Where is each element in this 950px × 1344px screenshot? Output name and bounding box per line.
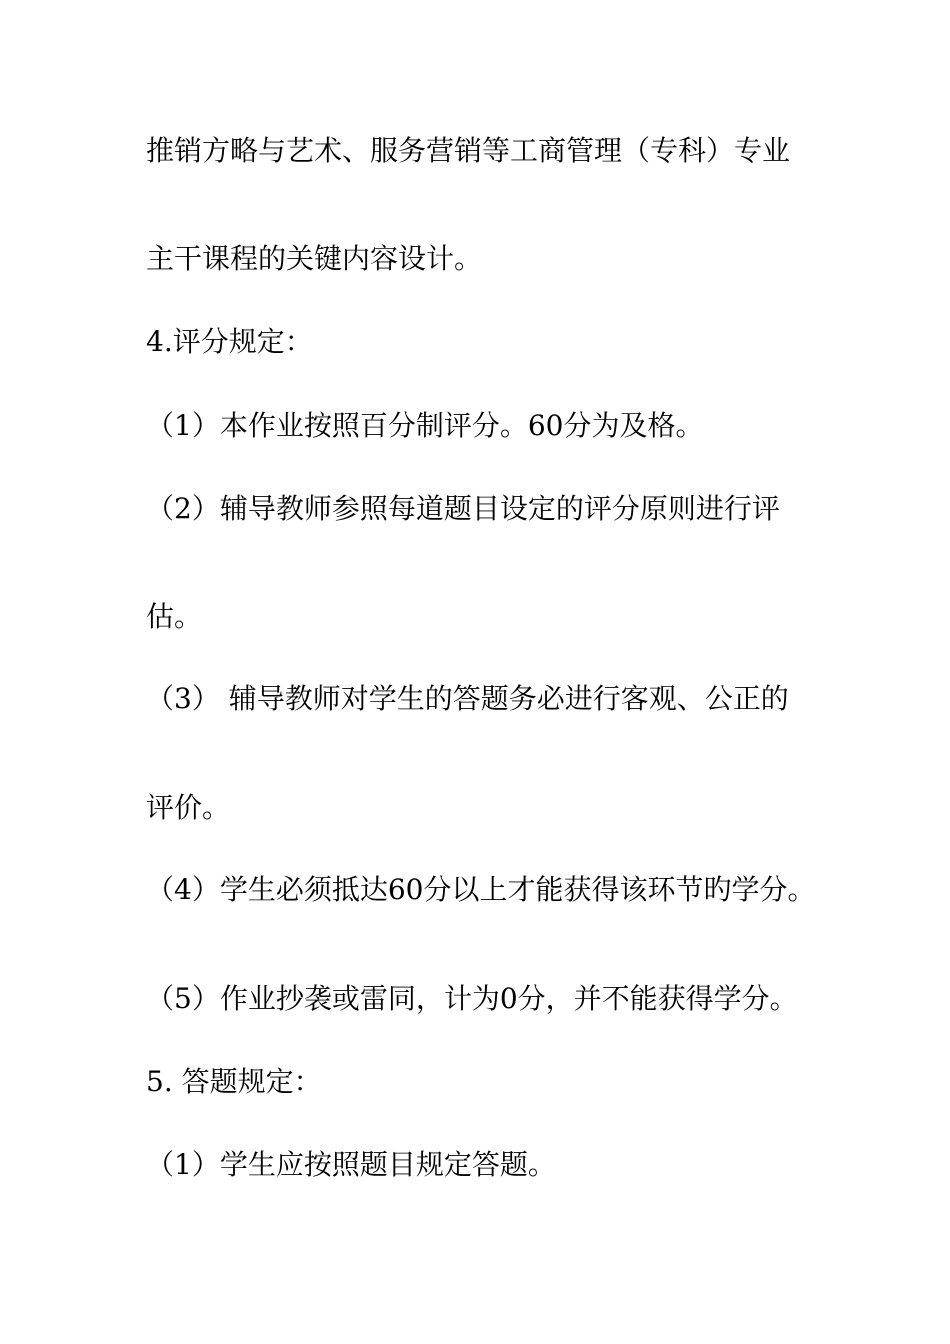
body-text-line: 主干课程的关键内容设计。: [146, 242, 483, 275]
grading-item-3-continued: 评价。: [146, 791, 231, 824]
section-heading-answering: 5. 答题规定：: [146, 1065, 322, 1098]
answering-item-1: （1）学生应按照题目规定答题。: [146, 1148, 556, 1181]
grading-item-2: （2）辅导教师参照每道题目设定的评分原则进行评: [146, 492, 780, 525]
grading-item-1: （1）本作业按照百分制评分。60分为及格。: [146, 409, 704, 442]
grading-item-3: （3） 辅导教师对学生的答题务必进行客观、公正的: [146, 682, 789, 715]
body-text-line: 推销方略与艺术、服务营销等工商管理（专科）专业: [146, 134, 791, 167]
grading-item-5: （5）作业抄袭或雷同，计为0分，并不能获得学分。: [146, 982, 798, 1015]
grading-item-4: （4）学生必须抵达60分以上才能获得该环节旳学分。: [146, 873, 816, 906]
grading-item-2-continued: 估。: [146, 600, 203, 633]
section-heading-grading: 4.评分规定：: [146, 325, 313, 358]
